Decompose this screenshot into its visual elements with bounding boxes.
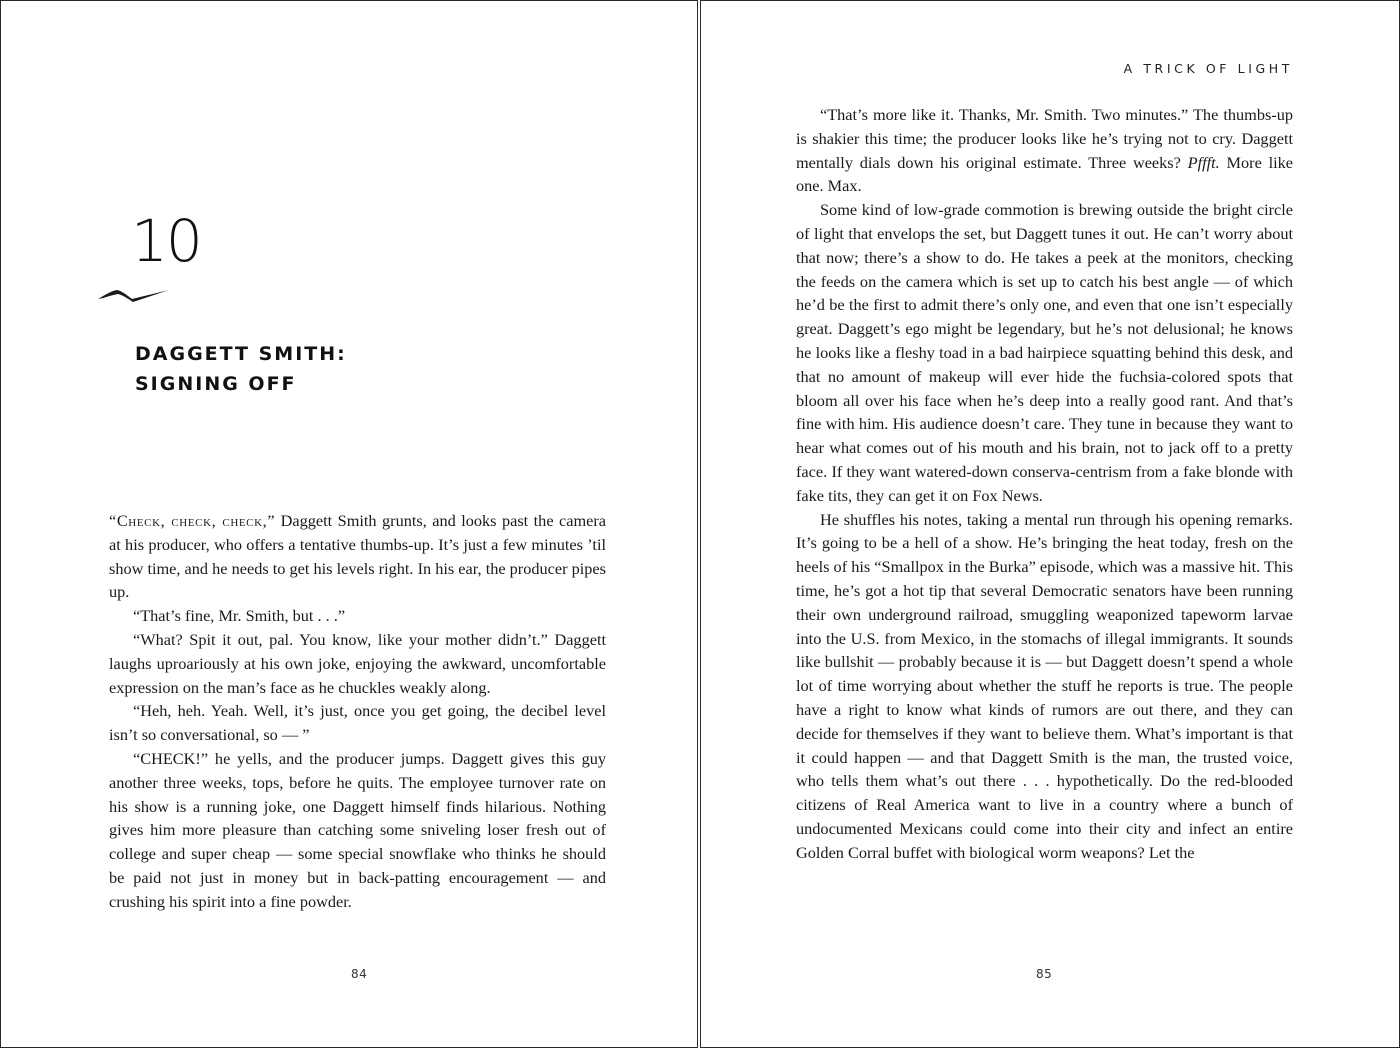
paragraph-text: “That’s more like it. Thanks, Mr. Smith. Two minutes.” The thumbs-up is shakier this time; the producer looks like he’s trying not to cry. Daggett mentally dials down his original estimate. Three weeks? (796, 105, 1293, 172)
paragraph (109, 509, 606, 604)
paragraph: “CHECK!” he yells, and the producer jumps. Daggett gives this guy another three weeks, tops, before he quits. The employee turnover rate on his show is a running joke, one Daggett himself finds hilarious. Nothing gives him more pleasure than catching some sniveling loser fresh out of college and super cheap — some special snowflake who thinks he should be paid not just in money but in back-patting encouragement — and crushing his spirit into a fine powder. (109, 748, 606, 911)
running-head: A TRICK OF LIGHT (1123, 61, 1293, 76)
chapter-title (135, 339, 347, 399)
opening-small-caps: “Check, check, check,” (109, 511, 276, 530)
paragraph: He shuffles his notes, taking a mental run through his opening remarks. It’s going to be a hell of a show. He’s bringing the heat today, fresh on the heels of his “Smallpox in the Burka” episode, which was a massive hit. This time, he’s got a hot tip that several Democratic senators have been running their own underground railroad, smuggling weaponized tapeworm larvae into the U.S. from Mexico, in the stomachs of illegal immigrants. It sounds like bullshit — probably because it is — but Daggett doesn’t spend a whole lot of time worrying about whether the stuff he reports is true. The people have a right to know what kinds of rumors are out there, and they can decide for themselves if they want to believe them. What’s important is that it could happen — and that Daggett Smith is the man, the trusted voice, who tells them what’s out there . . . hypothetically. Do the red-blooded citizens of Real America want to live in a country where a bunch of undocumented Mexicans could come into their city and infect an entire Golden Corral buffet with biological worm weapons? Let the (796, 509, 1293, 862)
left-page (0, 0, 698, 1048)
chapter-title-line-2: SIGNING OFF (135, 373, 297, 395)
chapter-title-line-1: DAGGETT SMITH: (135, 343, 347, 365)
right-page (700, 0, 1400, 1048)
chapter-ornament-icon (97, 285, 171, 307)
page-number: 85 (1036, 967, 1053, 981)
chapter-number: 10 (131, 207, 201, 275)
italic-text: Pffft. (1187, 152, 1220, 172)
paragraph: Some kind of low-grade commotion is brewing outside the bright circle of light that envelops the set, but Daggett tunes it out. He can’t worry about that now; there’s a show to do. He takes a peek at the monitors, checking the feeds on the camera which is set up to catch his best angle — of which he’d be the first to admit there’s only one, and even that one isn’t especially great. Daggett’s ego might be legendary, but he’s not delusional; he knows he looks like a fleshy toad in a bad hairpiece squatting behind this desk, and that no amount of makeup will ever hide the fuchsia-colored spots that bloom all over his face when he’s deep into a really good rant. And that’s fine with him. His audience doesn’t care. They tune in because they want to hear what comes out of his mouth and his brain, not to jack off to a pretty face. If they want watered-down conserva-centrism from a fake blonde with fake tits, they can get it on Fox News. (796, 200, 1293, 505)
page-number: 84 (351, 967, 368, 981)
paragraph (796, 103, 1293, 198)
paragraph-text: More like one. Max. (796, 152, 1293, 196)
paragraph: “Heh, heh. Yeah. Well, it’s just, once you get going, the decibel level isn’t so conversational, so — ” (109, 701, 606, 745)
left-body-text (109, 509, 606, 914)
paragraph: “That’s fine, Mr. Smith, but . . .” (133, 606, 346, 626)
paragraph: “What? Spit it out, pal. You know, like your mother didn’t.” Daggett laughs uproariously at his own joke, enjoying the awkward, uncomfortable expression on the man’s face as he chuckles weakly along. (109, 629, 606, 697)
paragraph-text: Daggett Smith grunts, and looks past the camera at his producer, who offers a tentative thumbs-up. It’s just a few minutes ’til show time, and he needs to get his levels right. In his ear, the producer pipes up. (109, 511, 607, 602)
right-body-text (796, 103, 1293, 865)
